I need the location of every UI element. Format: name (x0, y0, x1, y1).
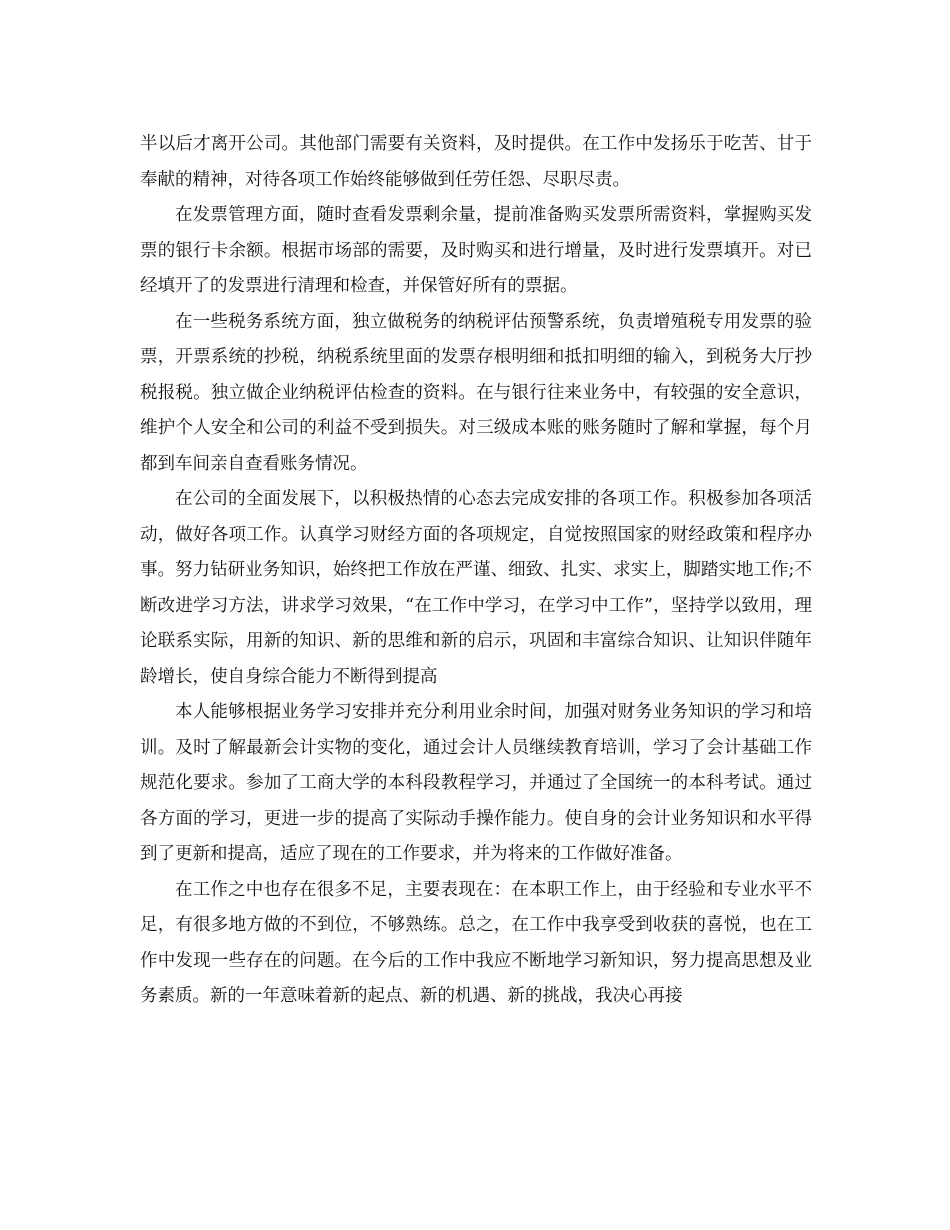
paragraph-study-training: 本人能够根据业务学习安排并充分利用业余时间，加强对财务业务知识的学习和培训。及时了解最新会计实物的变化，通过会计人员继续教育培训，学习了会计基础工作规范化要求。参加了工商大学的本科段教程学习，并通过了全国统一的本科考试。通过各方面的学习，更进一步的提高了实际动手操作能力。使自身的会计业务知识和水平得到了更新和提高，适应了现在的工作要求，并为将来的工作做好准备。 (140, 702, 812, 864)
paragraph-company-development: 在公司的全面发展下，以积极热情的心态去完成安排的各项工作。积极参加各项活动，做好各项工作。认真学习财经方面的各项规定，自觉按照国家的财经政策和程序办事。努力钻研业务知识，始终把工作放在严谨、细致、扎实、求实上，脚踏实地工作;不断改进学习方法，讲求学习效果，“在工作中学习，在学习中工作”，坚持学以致用，理论联系实际，用新的知识、新的思维和新的启示，巩固和丰富综合知识、让知识伴随年龄增长，使自身综合能力不断得到提高 (140, 489, 812, 687)
paragraph-shortcomings: 在工作之中也存在很多不足，主要表现在：在本职工作上，由于经验和专业水平不足，有很多地方做的不到位，不够熟练。总之，在工作中我享受到收获的喜悦，也在工作中发现一些存在的问题。在今后的工作中我应不断地学习新知识，努力提高思想及业务素质。新的一年意味着新的起点、新的机遇、新的挑战，我决心再接 (140, 879, 812, 1006)
paragraph-continuation: 半以后才离开公司。其他部门需要有关资料，及时提供。在工作中发扬乐于吃苦、甘于奉献的精神，对待各项工作始终能够做到任劳任怨、尽职尽责。 (140, 134, 812, 190)
paragraph-invoice-management: 在发票管理方面，随时查看发票剩余量，提前准备购买发票所需资料，掌握购买发票的银行卡余额。根据市场部的需要，及时购买和进行增量，及时进行发票填开。对已经填开了的发票进行清理和检查，并保管好所有的票据。 (140, 205, 812, 296)
paragraph-tax-system: 在一些税务系统方面，独立做税务的纳税评估预警系统，负责增殖税专用发票的验票，开票系统的抄税，纳税系统里面的发票存根明细和抵扣明细的输入，到税务大厅抄税报税。独立做企业纳税评估检查的资料。在与银行往来业务中，有较强的安全意识，维护个人安全和公司的利益不受到损失。对三级成本账的账务随时了解和掌握，每个月都到车间亲自查看账务情况。 (140, 311, 812, 474)
document-body (140, 127, 812, 1015)
